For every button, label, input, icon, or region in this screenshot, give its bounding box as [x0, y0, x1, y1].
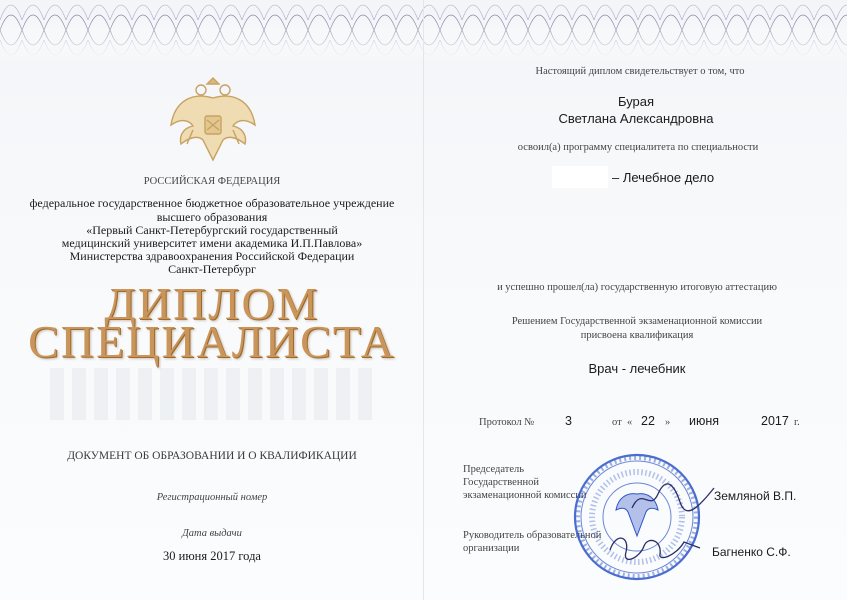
year-suffix: г.	[794, 417, 800, 428]
specialty: – Лечебное дело	[612, 170, 715, 185]
head-line-1: Руководитель образовательной	[463, 530, 602, 541]
watermark-shadow	[50, 368, 380, 420]
institution-line-6: Санкт-Петербург	[168, 262, 256, 276]
protocol-year: 2017	[761, 414, 789, 428]
fold-line	[423, 0, 424, 600]
country-label: РОССИЙСКАЯ ФЕДЕРАЦИЯ	[143, 176, 281, 187]
close-quote: »	[665, 417, 671, 428]
registration-number-label: Регистрационный номер	[156, 492, 268, 503]
open-quote: «	[627, 417, 633, 428]
signature-head	[604, 528, 704, 568]
protocol-month: июня	[689, 414, 720, 428]
mastered-program-text: освоил(а) программу специалитета по специальности	[517, 142, 759, 153]
redacted-code	[552, 166, 608, 188]
institution-line-3: «Первый Санкт-Петербургский государственный	[86, 223, 338, 237]
issue-date: 30 июня 2017 года	[163, 549, 261, 563]
protocol-label: Протокол №	[479, 417, 535, 428]
protocol-day: 22	[641, 414, 655, 428]
issue-date-label: Дата выдачи	[182, 528, 242, 539]
chairman-line-3: экзаменационной комиссии	[463, 490, 587, 501]
chairman-line-1: Председатель	[463, 464, 525, 475]
institution-line-2: высшего образования	[156, 210, 268, 224]
diploma-subtitle: СПЕЦИАЛИСТА	[28, 316, 396, 367]
protocol-number: 3	[565, 414, 572, 428]
institution-line-4: медицинский университет имени академика И.П.Павлова»	[61, 236, 363, 250]
commission-decision-line-1: Решением Государственной экзаменационной комиссии	[511, 316, 763, 327]
graduate-surname: Бурая	[617, 94, 655, 109]
qualification: Врач - лечебник	[588, 361, 686, 376]
chairman-line-2: Государственной	[463, 477, 539, 488]
head-name: Багненко С.Ф.	[712, 545, 791, 559]
intro-text: Настоящий диплом свидетельствует о том, что	[535, 66, 745, 77]
chairman-name: Земляной В.П.	[714, 489, 797, 503]
institution-line-1: федеральное государственное бюджетное образовательное учреждение	[29, 196, 395, 210]
institution-line-5: Министерства здравоохранения Российской Федерации	[69, 249, 355, 263]
signature-chairman	[628, 478, 718, 518]
commission-decision-line-2: присвоена квалификация	[580, 330, 694, 341]
protocol-from-label: от	[612, 417, 622, 428]
attestation-text: и успешно прошел(ла) государственную итоговую аттестацию	[497, 282, 777, 293]
document-type: ДОКУМЕНТ ОБ ОБРАЗОВАНИИ И О КВАЛИФИКАЦИИ	[67, 450, 357, 462]
head-line-2: организации	[463, 543, 520, 554]
coat-of-arms-emblem	[163, 70, 263, 170]
graduate-given-names: Светлана Александровна	[558, 111, 714, 126]
diploma-title: ДИПЛОМ	[104, 278, 320, 329]
